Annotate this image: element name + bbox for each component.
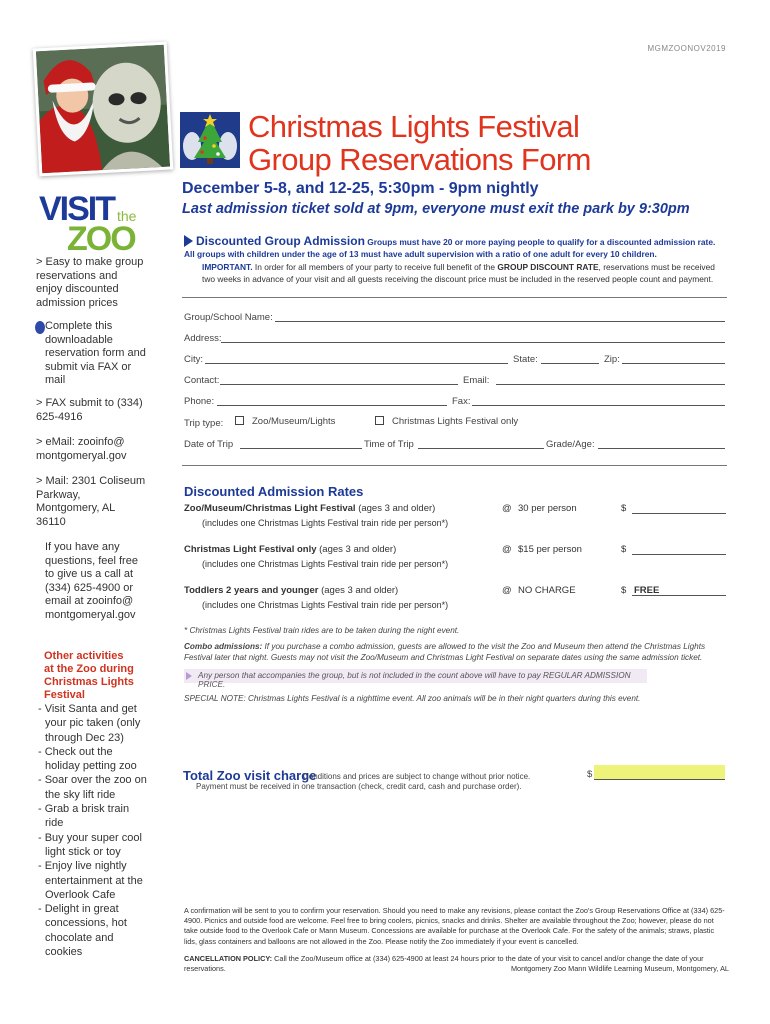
city-field[interactable] bbox=[205, 354, 508, 364]
list-item: - Soar over the zoo on the sky lift ride bbox=[38, 774, 147, 801]
logo-visit: VISIT bbox=[39, 190, 115, 228]
rate-price: 30 per person bbox=[518, 503, 577, 514]
discount-text-block bbox=[184, 235, 726, 260]
payment-note: Payment must be received in one transaction (check, credit card, cash and purchase order). bbox=[196, 782, 522, 791]
sidebar-mail: > Mail: 2301 Coliseum Parkway, Montgomery, AL 36110 bbox=[36, 475, 146, 528]
rate-price: NO CHARGE bbox=[518, 585, 576, 596]
rate-at: @ bbox=[502, 544, 512, 555]
phone-label: Phone: bbox=[184, 396, 215, 407]
checkbox-festival-only[interactable] bbox=[375, 416, 384, 425]
rate-age: (ages 3 and older) bbox=[318, 585, 399, 596]
grade-age-label: Grade/Age: bbox=[546, 439, 595, 450]
rate-age: (ages 3 and older) bbox=[355, 503, 436, 514]
trip-option-festival-label: Christmas Lights Festival only bbox=[392, 416, 519, 427]
group-name-label: Group/School Name: bbox=[184, 312, 273, 323]
discount-heading: Discounted Group Admission bbox=[196, 234, 365, 248]
bullet-icon bbox=[35, 321, 45, 334]
any-person-text: Any person that accompanies the group, but is not included in the count above will have to pay REGULAR ADMISSION PRICE. bbox=[198, 671, 631, 689]
trip-option-zoo[interactable] bbox=[235, 416, 335, 427]
list-item: - Enjoy live nightly entertainment at the Overlook Cafe bbox=[38, 860, 143, 901]
phone-field[interactable] bbox=[217, 396, 447, 406]
important-bold: GROUP DISCOUNT RATE bbox=[497, 262, 599, 272]
rate-dollar: $ bbox=[621, 544, 627, 555]
activities-list bbox=[36, 702, 148, 959]
address-field[interactable] bbox=[221, 333, 725, 343]
important-text-1: In order for all members of your party to receive full benefit of the bbox=[254, 262, 496, 272]
total-dollar: $ bbox=[587, 769, 593, 780]
sidebar-questions: If you have any questions, feel free to give us a call at (334) 625-4900 or email at zooinfo@ montgomeryal.gov bbox=[45, 541, 138, 621]
rate-note: (includes one Christmas Lights Festival train ride per person*) bbox=[202, 600, 449, 610]
list-item: - Grab a brisk train ride bbox=[38, 803, 130, 830]
event-dates: December 5-8, and 12-25, 5:30pm - 9pm nightly bbox=[182, 180, 539, 197]
list-item: - Check out the holiday petting zoo bbox=[38, 745, 137, 773]
rate-row-combo bbox=[184, 503, 729, 528]
logo-zoo: ZOO bbox=[67, 220, 135, 258]
rate-dollar: $ bbox=[621, 503, 627, 514]
footer-museum: Montgomery Zoo Mann Wildlife Learning Museum, Montgomery, AL bbox=[510, 964, 729, 974]
rate-amount-field[interactable] bbox=[632, 544, 726, 555]
special-note: SPECIAL NOTE: Christmas Lights Festival is a nighttime event. All zoo animals will be in their night quarters during this event. bbox=[184, 694, 641, 703]
santa-photo-image bbox=[36, 45, 170, 174]
cancellation-text: Call the Zoo/Museum office at (334) 625-4900 at least 24 hours prior to the date of your visit to cancel and/or change the date of your reservations. bbox=[184, 954, 704, 974]
christmas-tree-logo-icon bbox=[180, 112, 240, 168]
last-admission: Last admission ticket sold at 9pm, everyone must exit the park by 9:30pm bbox=[182, 201, 690, 217]
address-label: Address: bbox=[184, 333, 222, 344]
important-text-2: , reservations must be received two weeks in advance of your visit and all guests receiving the discount price must be included in the reserved people count and payment. bbox=[202, 262, 715, 284]
rate-at: @ bbox=[502, 503, 512, 514]
visit-the-zoo-logo bbox=[37, 190, 147, 258]
zip-label: Zip: bbox=[604, 354, 620, 365]
combo-note bbox=[184, 642, 729, 663]
trip-type-label: Trip type: bbox=[184, 418, 224, 429]
rate-name: Zoo/Museum/Christmas Light Festival bbox=[184, 503, 356, 514]
date-of-trip-field[interactable] bbox=[240, 439, 362, 449]
total-subtext: Conditions and prices are subject to change without prior notice. bbox=[303, 772, 531, 781]
arrow-right-icon bbox=[184, 235, 193, 247]
trip-option-zoo-label: Zoo/Museum/Lights bbox=[252, 416, 336, 427]
santa-photo bbox=[33, 42, 174, 177]
rate-at: @ bbox=[502, 585, 512, 596]
rate-amount-field[interactable]: FREE bbox=[632, 585, 726, 596]
total-amount-field[interactable] bbox=[594, 765, 725, 780]
fax-label: Fax: bbox=[452, 396, 471, 407]
fax-field[interactable] bbox=[472, 396, 725, 406]
total-heading: Total Zoo visit charge bbox=[183, 768, 317, 783]
cancellation-label: CANCELLATION POLICY: bbox=[184, 954, 273, 963]
rates-heading: Discounted Admission Rates bbox=[184, 484, 364, 499]
confirmation-text: A confirmation will be sent to you to confirm your reservation. Should you need to make any revisions, please contact the Zoo's Group Reservations Office at (334) 625-4900. Picnics and outside food are welcome. Feel free to bring coolers, picnics, snacks and drinks. Shelter are available throughout the Zoo; however, please do not take outside food to the Overlook Cafe or Mann Museum. Concessions are available for purchase at the Overlook Cafe. For the safety of the animals; straws, plastic lids, glass containers and balloons are not allowed in the Zoo. Please notify the Zoo immediately if your event is cancelled. bbox=[184, 906, 725, 946]
divider bbox=[182, 465, 727, 466]
rate-row-festival bbox=[184, 544, 729, 569]
checkbox-zoo-museum-lights[interactable] bbox=[235, 416, 244, 425]
divider bbox=[182, 297, 727, 298]
time-of-trip-field[interactable] bbox=[418, 439, 544, 449]
sidebar-complete: Complete this downloadable reservation form and submit via FAX or mail bbox=[45, 320, 146, 386]
rate-price: $15 per person bbox=[518, 544, 582, 555]
rate-dollar: $ bbox=[621, 585, 627, 596]
email-label: Email: bbox=[463, 375, 490, 386]
rate-name: Christmas Light Festival only bbox=[184, 544, 317, 555]
cancellation-policy bbox=[184, 954, 729, 974]
trip-option-festival[interactable] bbox=[375, 416, 518, 427]
sidebar-email: > eMail: zooinfo@ montgomeryal.gov bbox=[36, 436, 127, 462]
email-field[interactable] bbox=[496, 375, 725, 385]
list-item: - Delight in great concessions, hot chocolate and cookies bbox=[38, 903, 127, 959]
sidebar-complete-block bbox=[36, 320, 146, 388]
train-note: * Christmas Lights Festival train rides are to be taken during the night event. bbox=[184, 626, 460, 635]
rate-age: (ages 3 and older) bbox=[316, 544, 397, 555]
rate-amount-field[interactable] bbox=[632, 503, 726, 514]
title-line-2: Group Reservations Form bbox=[248, 142, 591, 177]
title-line-1: Christmas Lights Festival bbox=[248, 109, 580, 144]
list-item: - Buy your super cool light stick or toy bbox=[38, 831, 142, 858]
city-label: City: bbox=[184, 354, 203, 365]
contact-field[interactable] bbox=[220, 375, 458, 385]
grade-age-field[interactable] bbox=[598, 439, 725, 449]
combo-label: Combo admissions: bbox=[184, 642, 263, 651]
rate-note: (includes one Christmas Lights Festival train ride per person*) bbox=[202, 518, 449, 528]
discount-section bbox=[184, 235, 726, 285]
state-field[interactable] bbox=[541, 354, 599, 364]
form-code: MGMZOONOV2019 bbox=[647, 44, 726, 53]
list-item: - Visit Santa and get your pic taken (only through Dec 23) bbox=[38, 703, 141, 744]
time-of-trip-label: Time of Trip bbox=[364, 439, 414, 450]
page-title bbox=[248, 110, 591, 176]
rate-row-toddlers bbox=[184, 585, 729, 610]
state-label: State: bbox=[513, 354, 538, 365]
discount-text: Groups must have 20 or more paying people to qualify for a discounted admission rate. All groups with children under the age of 13 must have adult supervision with a ratio of one adult for every 10 children. bbox=[184, 237, 716, 259]
any-person-note bbox=[184, 669, 647, 689]
date-of-trip-label: Date of Trip bbox=[184, 439, 234, 450]
triangle-icon bbox=[186, 672, 192, 680]
rate-name: Toddlers 2 years and younger bbox=[184, 585, 319, 596]
other-activities-heading: Other activities at the Zoo during Christmas Lights Festival bbox=[44, 650, 134, 701]
group-name-field[interactable] bbox=[275, 312, 725, 322]
logo-the: the bbox=[117, 208, 137, 224]
sidebar-easy: > Easy to make group reservations and enjoy discounted admission prices bbox=[36, 256, 144, 309]
combo-text: If you purchase a combo admission, guests are allowed to the visit the Zoo and Museum then attend the Christmas Lights Festival later that night. Guests may not visit the Zoo/Museum and Christmas Light Festival on separate dates using the same admission ticket. bbox=[184, 642, 706, 662]
contact-label: Contact: bbox=[184, 375, 220, 386]
important-label: IMPORTANT. bbox=[202, 262, 253, 272]
zip-field[interactable] bbox=[622, 354, 725, 364]
sidebar-fax: > FAX submit to (334) 625-4916 bbox=[36, 397, 143, 423]
important-note bbox=[184, 262, 726, 285]
rate-note: (includes one Christmas Lights Festival train ride per person*) bbox=[202, 559, 449, 569]
